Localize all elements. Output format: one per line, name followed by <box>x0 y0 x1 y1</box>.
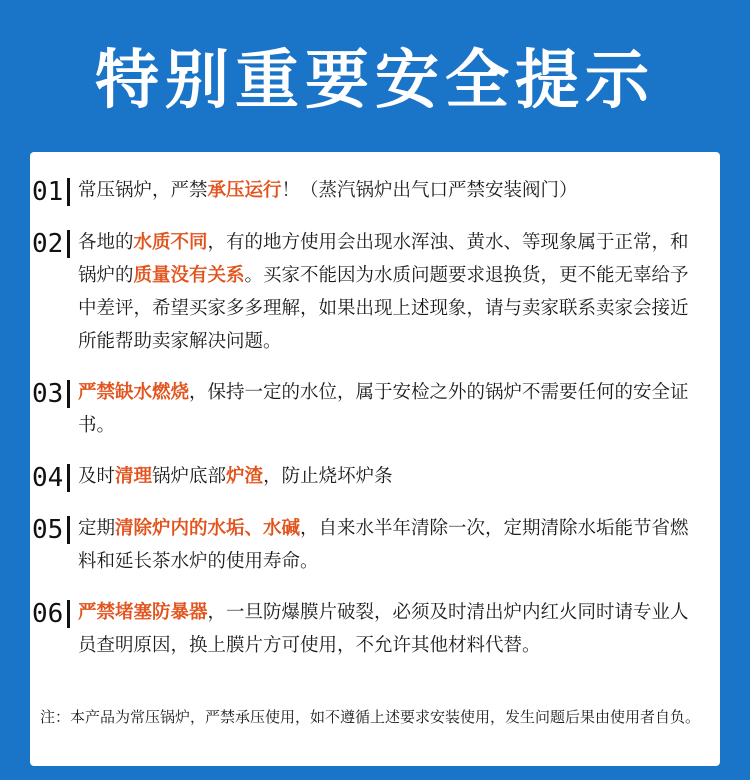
item-number: 05 <box>32 515 64 545</box>
notice-item <box>30 376 700 442</box>
body-text: ，防止烧坏炉条 <box>263 466 393 487</box>
page-title: 特别重要安全提示 <box>95 44 655 118</box>
highlight-text: 质量没有关系 <box>133 265 245 286</box>
body-text: 锅炉底部 <box>152 466 227 487</box>
item-number: 02 <box>32 229 64 259</box>
item-number-badge <box>30 462 70 494</box>
item-text <box>70 376 700 442</box>
item-number-badge <box>30 176 70 208</box>
body-text: ，保持一定的水位，属于安检之外的锅炉不需要任何的安全证书。 <box>78 382 689 436</box>
item-number-badge <box>30 228 70 260</box>
highlight-text: 严禁缺水燃烧 <box>78 382 190 403</box>
body-text: ，有的地方使用会出现水浑浊、黄水、等现象属于正常，和锅炉的 <box>78 232 689 286</box>
notice-item <box>30 596 700 662</box>
item-text <box>70 460 700 493</box>
item-number-badge <box>30 514 70 546</box>
item-number: 03 <box>32 379 64 409</box>
footnote: 注：本产品为常压锅炉，严禁承压使用，如不遵循上述要求安装使用，发生问题后果由使用者自负。 <box>40 708 701 726</box>
highlight-text: 炉渣 <box>226 466 264 487</box>
item-text <box>70 512 700 578</box>
notice-list <box>30 174 700 662</box>
body-text: ，一旦防爆膜片破裂，必须及时清出炉内红火同时请专业人员查明原因，换上膜片方可使用，不允许其他材料代替。 <box>78 602 689 656</box>
body-text: ，自来水半年清除一次，定期清除水垢能节省燃料和延长茶水炉的使用寿命。 <box>78 518 689 572</box>
item-text <box>70 174 700 207</box>
notice-item <box>30 460 700 494</box>
highlight-text: 清理 <box>115 466 153 487</box>
notice-item <box>30 512 700 578</box>
notice-item <box>30 226 700 358</box>
item-number: 01 <box>32 177 64 207</box>
highlight-text: 严禁堵塞防暴器 <box>78 602 208 623</box>
body-text: 及时 <box>78 466 116 487</box>
highlight-text: 清除炉内的水垢、水碱 <box>115 518 301 539</box>
highlight-text: 承压运行 <box>207 180 282 201</box>
notice-panel <box>30 152 720 766</box>
item-text <box>70 596 700 662</box>
notice-item <box>30 174 700 208</box>
item-number-badge <box>30 598 70 630</box>
item-number-badge <box>30 378 70 410</box>
body-text: 常压锅炉，严禁 <box>78 180 208 201</box>
body-text: 各地的 <box>78 232 134 253</box>
body-text: 定期 <box>78 518 116 539</box>
item-text <box>70 226 700 358</box>
item-number: 06 <box>32 599 64 629</box>
body-text: ！（蒸汽锅炉出气口严禁安装阀门） <box>281 180 578 201</box>
highlight-text: 水质不同 <box>133 232 208 253</box>
item-number: 04 <box>32 463 64 493</box>
body-text: 。买家不能因为水质问题要求退换货，更不能无辜给予中差评，希望买家多多理解，如果出现上述现象，请与卖家联系卖家会接近所能帮助卖家解决问题。 <box>78 265 689 352</box>
